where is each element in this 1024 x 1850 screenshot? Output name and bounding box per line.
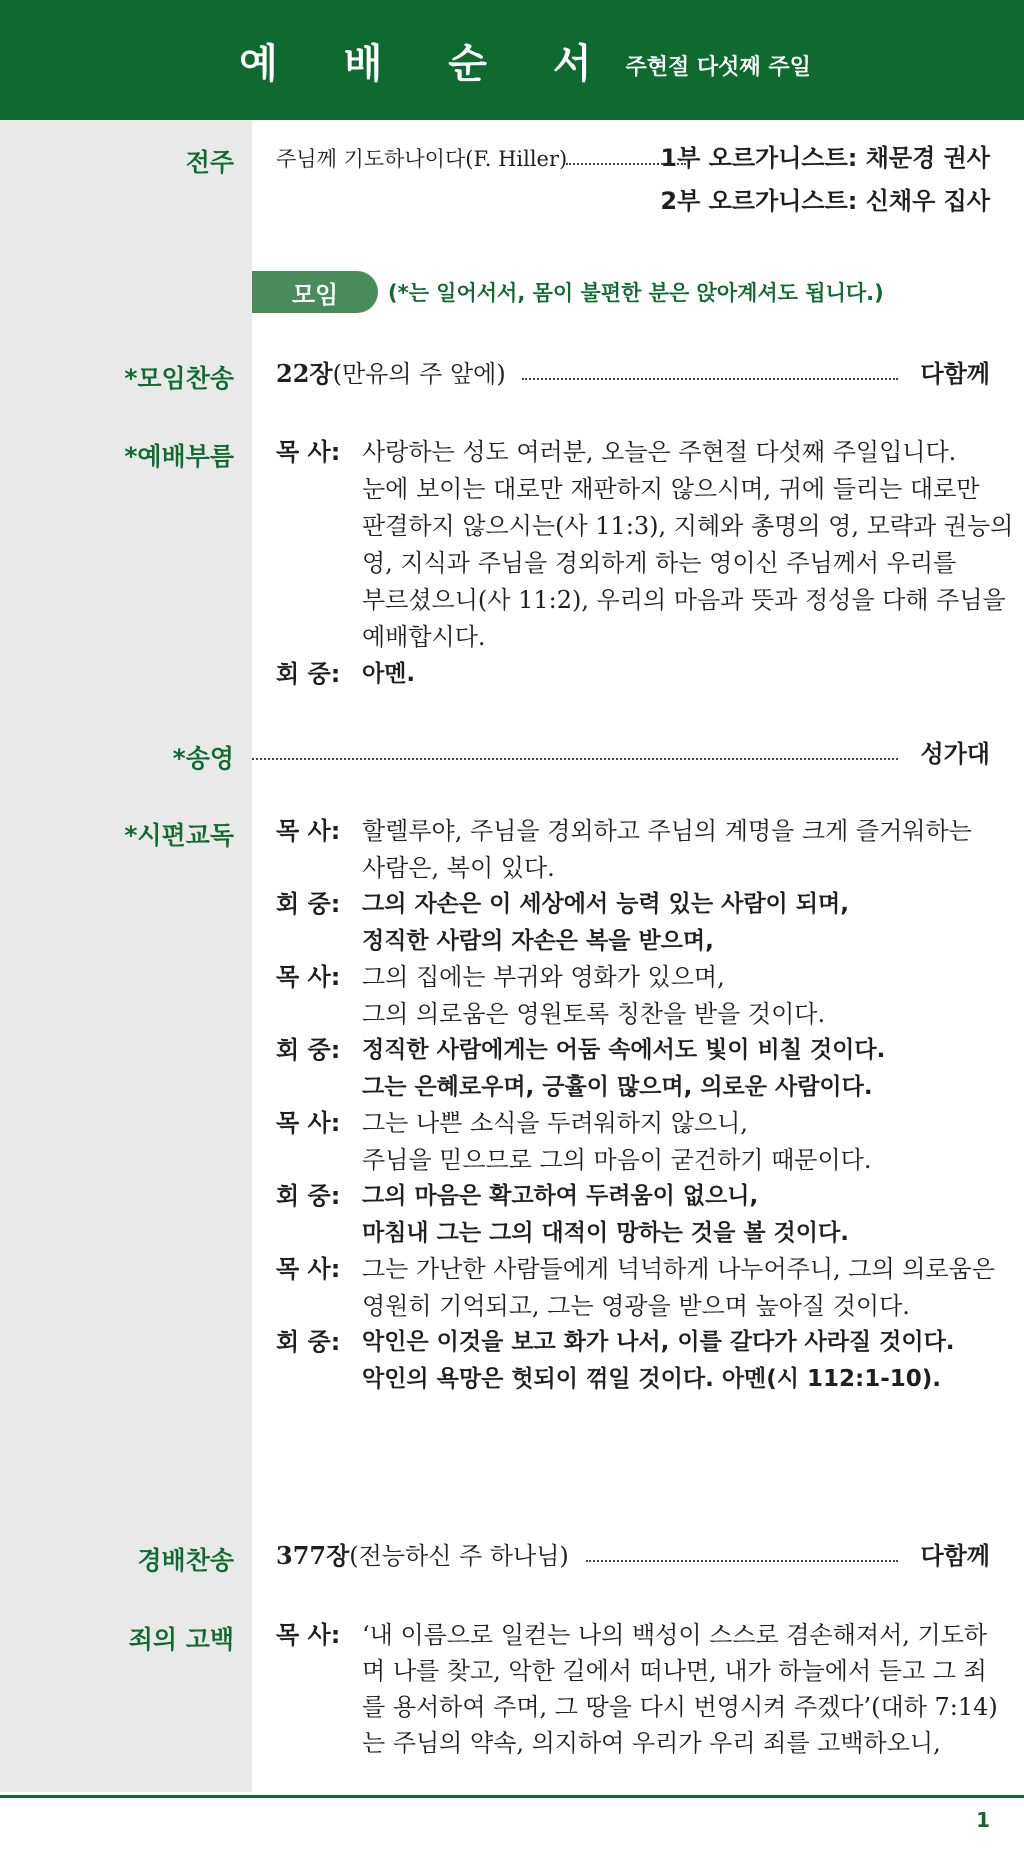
footer-rule <box>0 1795 1024 1798</box>
speaker-label: 회 중: <box>276 890 341 918</box>
congregation-line: 정직한 사람에게는 어둠 속에서도 빛이 비칠 것이다. <box>362 1037 886 1063</box>
section-label-hymn-of-praise: 경배찬송 <box>137 1546 234 1575</box>
speaker-label: 목 사: <box>276 1255 341 1283</box>
pastor-line: 부르셨으니(사 11:2), 우리의 마음과 뜻과 정성을 다해 주님을 <box>362 586 1006 614</box>
page-title: 예 배 순 서 <box>239 40 618 87</box>
pastor-line: 그의 의로움은 영원토록 칭찬을 받을 것이다. <box>362 999 826 1028</box>
pastor-line: 며 나를 찾고, 악한 길에서 떠나면, 내가 하늘에서 듣고 그 죄 <box>362 1657 987 1685</box>
pastor-line: 주님을 믿으므로 그의 마음이 굳건하기 때문이다. <box>362 1145 872 1174</box>
opening-hymn-title-line <box>276 359 506 389</box>
pastor-line: 눈에 보이는 대로만 재판하지 않으시며, 귀에 들리는 대로만 <box>362 475 980 503</box>
section-label-prelude: 전주 <box>185 148 234 177</box>
hymn-of-praise-performer: 다함께 <box>920 1542 990 1570</box>
pastor-line: 사람은, 복이 있다. <box>362 853 555 882</box>
speaker-label: 목 사: <box>276 1109 341 1137</box>
speaker-label: 목 사: <box>276 438 341 466</box>
congregation-line: 아멘. <box>362 661 416 687</box>
opening-hymn-number: 22장 <box>276 359 333 388</box>
pastor-line: 그는 가난한 사람들에게 넉넉하게 나누어주니, 그의 의로움은 <box>362 1255 996 1283</box>
pastor-line: 그는 나쁜 소식을 두려워하지 않으니, <box>362 1109 748 1137</box>
congregation-line: 악인은 이것을 보고 화가 나서, 이를 갈다가 사라질 것이다. <box>362 1329 955 1355</box>
pastor-line: 는 주님의 약속, 의지하여 우리가 우리 죄를 고백하오니, <box>362 1729 941 1757</box>
pastor-line: ‘내 이름으로 일컫는 나의 백성이 스스로 겸손해져서, 기도하 <box>362 1621 988 1649</box>
pastor-line: 판결하지 않으시는(사 11:3), 지혜와 총명의 영, 모략과 권능의 <box>362 512 1014 540</box>
pastor-line: 영원히 기억되고, 그는 영광을 받으며 높아질 것이다. <box>362 1291 910 1320</box>
congregation-line: 그의 마음은 확고하여 두려움이 없으니, <box>362 1183 759 1209</box>
hymn-of-praise-leader <box>586 1560 898 1562</box>
speaker-label: 회 중: <box>276 1328 341 1356</box>
section-label-psalter: *시편교독 <box>124 821 234 850</box>
pastor-line: 사랑하는 성도 여러분, 오늘은 주현절 다섯째 주일입니다. <box>362 438 957 466</box>
anthem-leader <box>252 758 898 760</box>
congregation-line: 정직한 사람의 자손은 복을 받으며, <box>362 927 714 954</box>
header-bar <box>0 0 1024 120</box>
congregation-line: 마침내 그는 그의 대적이 망하는 것을 볼 것이다. <box>362 1219 849 1246</box>
page-number: 1 <box>976 1808 990 1832</box>
pastor-line: 를 용서하여 주며, 그 땅을 다시 번영시켜 주겠다’(대하 7:14) <box>362 1693 998 1721</box>
opening-hymn-performer: 다함께 <box>920 360 990 388</box>
pastor-line: 그의 집에는 부귀와 영화가 있으며, <box>362 963 725 991</box>
standing-note: (*는 일어서서, 몸이 불편한 분은 앉아계셔도 됩니다.) <box>388 281 884 305</box>
pastor-line: 영, 지식과 주님을 경외하게 하는 영이신 주님께서 우리를 <box>362 549 957 577</box>
hymn-of-praise-title: (전능하신 주 하나님) <box>349 1542 569 1570</box>
section-label-confession: 죄의 고백 <box>128 1625 234 1654</box>
prelude-piece: 주님께 기도하나이다(F. Hiller) <box>276 147 568 171</box>
speaker-label: 목 사: <box>276 817 341 845</box>
speaker-label: 회 중: <box>276 1036 341 1064</box>
opening-hymn-leader <box>522 378 898 380</box>
speaker-label: 목 사: <box>276 963 341 991</box>
section-label-anthem: *송영 <box>172 744 234 773</box>
speaker-label: 회 중: <box>276 660 341 688</box>
anthem-performer: 성가대 <box>920 740 990 768</box>
speaker-label: 회 중: <box>276 1182 341 1210</box>
pastor-line: 할렐루야, 주님을 경외하고 주님의 계명을 크게 즐거워하는 <box>362 817 972 845</box>
section-label-opening-hymn: *모임찬송 <box>124 364 234 393</box>
speaker-label: 목 사: <box>276 1621 341 1649</box>
organist-first-service: 1부 오르가니스트: 채문경 권사 <box>660 144 990 172</box>
section-label-call-to-worship: *예배부름 <box>124 442 234 471</box>
hymn-of-praise-title-line <box>276 1541 569 1571</box>
congregation-line: 그의 자손은 이 세상에서 능력 있는 사람이 되며, <box>362 891 849 917</box>
congregation-line: 악인의 욕망은 헛되이 꺾일 것이다. 아멘(시 112:1-10). <box>362 1365 942 1392</box>
page-subtitle: 주현절 다섯째 주일 <box>625 54 811 80</box>
gathering-tag: 모임 <box>252 271 378 313</box>
organist-second-service: 2부 오르가니스트: 신채우 집사 <box>660 187 990 215</box>
opening-hymn-title: (만유의 주 앞에) <box>332 360 506 388</box>
congregation-line: 그는 은혜로우며, 긍휼이 많으며, 의로운 사람이다. <box>362 1073 873 1100</box>
pastor-line: 예배합시다. <box>362 623 486 651</box>
hymn-of-praise-number: 377장 <box>276 1541 350 1570</box>
